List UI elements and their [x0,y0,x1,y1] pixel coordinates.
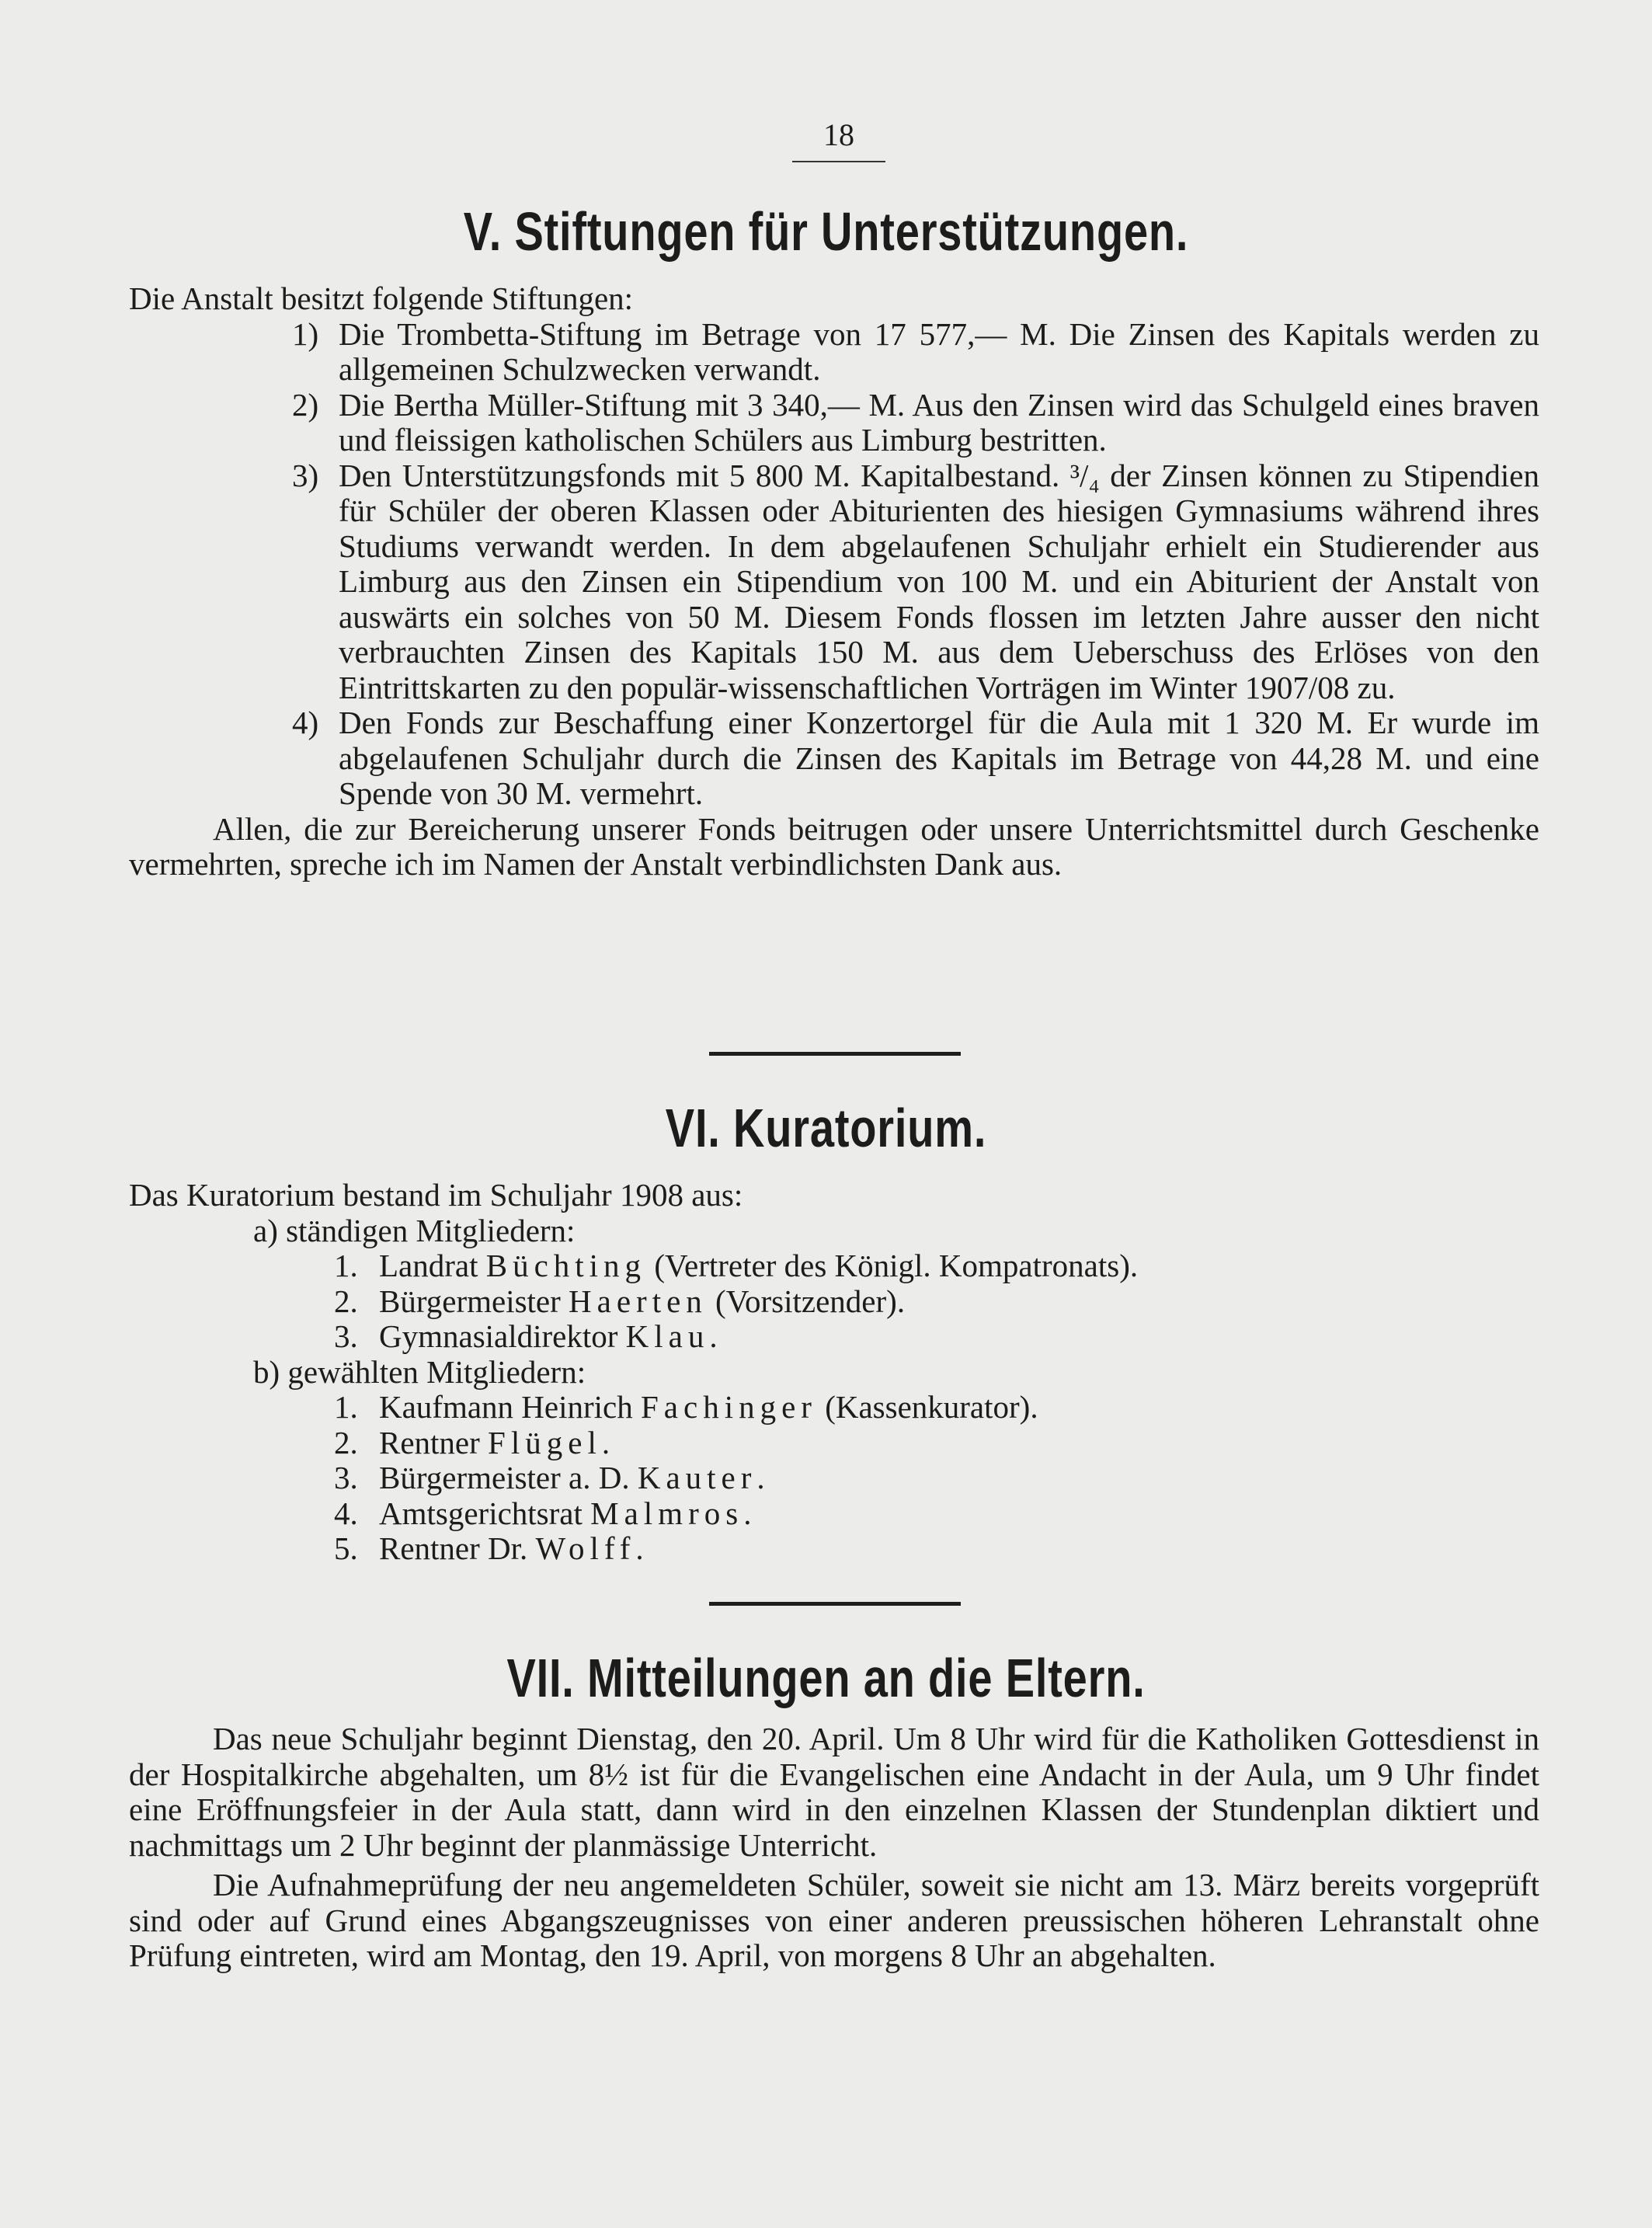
member-number: 1. [334,1248,358,1283]
member-name: Wolff [535,1530,636,1566]
section-vii-title: VII. Mitteilungen an die Eltern. [506,1648,1146,1708]
notice-paragraph: Die Aufnahmeprüfung der neu angemeldeten Schüler, soweit sie nicht am 13. März bereits vorgeprüft sind oder auf Grund eines Abgangszeugnisses von einer anderen preussischen höheren Lehranstalt ohne Prüfung eintreten, wird am Montag, den 19. April, von morgens 8 Uhr an abgehalten. [129,1867,1539,1973]
member-title: Kaufmann Heinrich [379,1389,633,1425]
member-number: 5. [334,1530,358,1566]
item-number: 3) [292,457,319,493]
member-number: 2. [334,1424,358,1460]
section-divider [709,1602,961,1606]
item-text: Die Bertha Müller-Stiftung mit 3 340,— M. Aus den Zinsen wird das Schulgeld eines braven und fleissigen katholischen Schülers aus Limburg bestritten. [339,386,1539,458]
section-vi-title: VI. Kuratorium. [665,1098,987,1158]
member-note: . [635,1530,644,1566]
item-text: Den Fonds zur Beschaffung einer Konzertorgel für die Aula mit 1 320 M. Er wurde im abgelaufenen Schuljahr durch die Zinsen des Kapitals im Betrage von 44,28 M. und eine Spende von 30 M. vermehrt. [339,705,1539,811]
member-title: Rentner [379,1424,480,1460]
page-number: 18 [792,117,885,162]
section-v-intro: Die Anstalt besitzt folgende Stiftungen: [129,280,634,316]
item-number: 4) [292,705,319,740]
member-title: Gymnasialdirektor [379,1318,618,1354]
section-divider [709,1052,961,1056]
member-number: 2. [334,1283,358,1319]
member-row [334,1496,1539,1532]
item-text: Den Unterstützungsfonds mit 5 800 M. Kapitalbestand. ³/₄ der Zinsen können zu Stipendien für Schüler der oberen Klassen oder Abiturienten des hiesigen Gymnasiums während ihres Studiums verwandt werden. In dem abgelaufenen Schuljahr erhielt ein Studierender aus Limburg aus den Zinsen ein Stipendium von 100 M. und ein Abiturient der Anstalt von auswärts ein solches von 50 M. Diesem Fonds flossen im letzten Jahre ausser den nicht verbrauchten Zinsen des Kapitals 150 M. aus dem Ueberschuss des Erlöses von den Eintrittskarten zu den populär-wissenschaftlichen Vorträgen im Winter 1907/08 zu. [339,457,1539,705]
member-name: Flügel [488,1424,602,1460]
member-title: Rentner Dr. [379,1530,528,1566]
section-vi-body [129,1178,1539,1567]
member-note: (Vorsitzender). [715,1283,906,1319]
member-number: 4. [334,1495,358,1531]
member-row [334,1426,1539,1461]
member-name: Klau [625,1318,710,1354]
member-row [334,1284,1539,1320]
section-vi-intro: Das Kuratorium bestand im Schuljahr 1908 aus: [129,1177,743,1213]
member-name: Fachinger [641,1389,817,1425]
group-label: a) ständigen Mitgliedern: [253,1212,576,1248]
member-row [334,1248,1539,1284]
member-name: Haerten [569,1283,708,1319]
member-name: Malmros [590,1495,744,1531]
member-name: Kauter [637,1460,757,1495]
notice-paragraph: Das neue Schuljahr beginnt Dienstag, den 20. April. Um 8 Uhr wird für die Katholiken Gottesdienst in der Hospitalkirche abgehalten, um 8½ ist für die Evangelischen eine Andacht in der Aula, um 9 Uhr findet eine Eröffnungsfeier in der Aula statt, dann wird in den einzelnen Klassen der Stundenplan diktiert und nachmittags um 2 Uhr beginnt der planmässige Unterricht. [129,1721,1539,1863]
foundation-item [129,388,1539,458]
member-number: 1. [334,1389,358,1425]
item-number: 1) [292,315,319,352]
member-note: . [743,1495,752,1531]
item-number: 2) [292,386,319,423]
section-v-closing: Allen, die zur Bereicherung unserer Fonds beitrugen oder unsere Unterrichtsmittel durch Geschenke vermehrten, spreche ich im Namen der Anstalt verbindlichsten Dank aus. [129,810,1539,882]
member-title: Landrat [379,1248,478,1283]
member-note: (Kassenkurator). [825,1389,1038,1425]
section-v-title: V. Stiftungen für Unterstützungen. [463,201,1189,262]
member-note: . [756,1460,765,1495]
item-text: Die Trombetta-Stiftung im Betrage von 17 577,— M. Die Zinsen des Kapitals werden zu allgemeinen Schulzwecken verwandt. [339,315,1539,387]
member-group-permanent [253,1213,1539,1249]
member-row [334,1531,1539,1567]
member-title: Amtsgerichtsrat [379,1495,583,1531]
member-note: . [709,1318,718,1354]
foundation-item [129,317,1539,388]
member-row [334,1319,1539,1355]
section-vii-body [129,1721,1539,1974]
section-v-body [129,281,1539,882]
member-note: . [601,1424,610,1460]
foundation-item [129,458,1539,706]
member-title: Bürgermeister a. D. [379,1460,630,1495]
foundation-item [129,705,1539,812]
member-name: Büchting [485,1248,647,1283]
member-row [334,1390,1539,1426]
member-number: 3. [334,1318,358,1354]
member-row [334,1460,1539,1496]
member-note: (Vertreter des Königl. Kompatronats). [654,1248,1139,1283]
member-number: 3. [334,1460,358,1495]
member-title: Bürgermeister [379,1283,561,1319]
group-label: b) gewählten Mitgliedern: [253,1353,586,1390]
member-group-elected [253,1355,1539,1391]
